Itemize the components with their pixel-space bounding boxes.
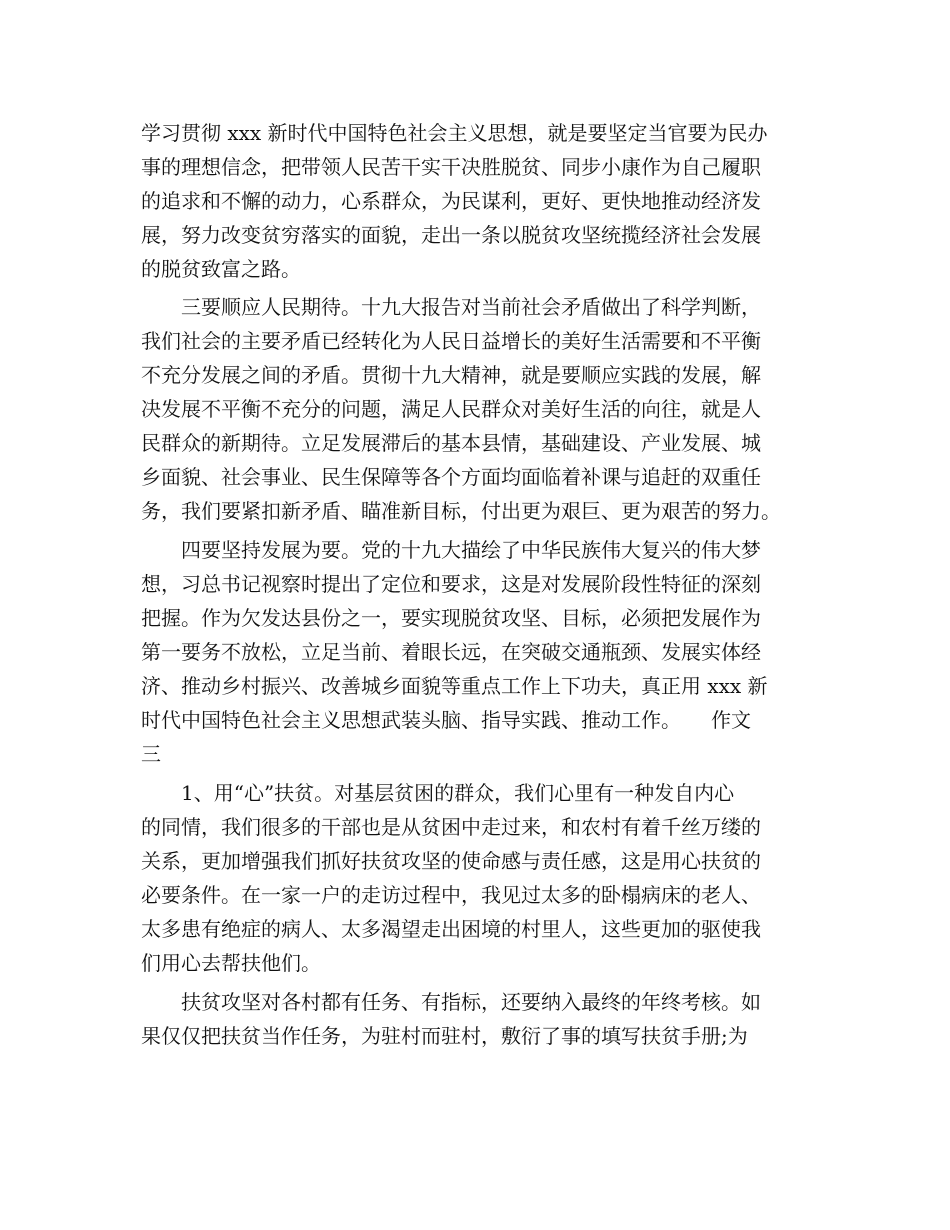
text-line: 的追求和不懈的动力，心系群众，为民谋利，更好、更快地推动经济发 [141, 189, 761, 213]
text-line: 想，习总书记视察时提出了定位和要求，这是对发展阶段性特征的深刻 [141, 572, 761, 596]
text-line: 第一要务不放松，立足当前、着眼长远，在突破交通瓶颈、发展实体经 [141, 640, 761, 664]
text-line: 必要条件。在一家一户的走访过程中，我见过太多的卧榻病床的老人、 [141, 883, 761, 907]
text-line: 扶贫攻坚对各村都有任务、有指标，还要纳入最终的年终考核。如 [181, 990, 761, 1014]
text-line: 不充分发展之间的矛盾。贯彻十九大精神，就是要顺应实践的发展，解 [141, 363, 761, 387]
text-line: 三 [141, 742, 161, 766]
text-line: 我们社会的主要矛盾已经转化为人民日益增长的美好生活需要和不平衡 [141, 329, 761, 353]
text-line: 的同情，我们很多的干部也是从贫困中走过来，和农村有着千丝万缕的 [141, 815, 761, 839]
text-line: 1、用“心”扶贫。对基层贫困的群众，我们心里有一种发自内心 [181, 781, 735, 805]
text-line: 太多患有绝症的病人、太多渴望走出困境的村里人，这些更加的驱使我 [141, 917, 761, 941]
text-line: 决发展不平衡不充分的问题，满足人民群众对美好生活的向往，就是人 [141, 397, 761, 421]
text-line: 济、推动乡村振兴、改善城乡面貌等重点工作上下功夫，真正用 xxx 新 [141, 674, 768, 698]
text-line: 学习贯彻 xxx 新时代中国特色社会主义思想，就是要坚定当官要为民办 [141, 121, 768, 145]
text-line: 的脱贫致富之路。 [141, 257, 301, 281]
text-line: 时代中国特色社会主义思想武装头脑、指导实践、推动工作。 作文 [141, 708, 751, 732]
text-line: 四要坚持发展为要。党的十九大描绘了中华民族伟大复兴的伟大梦 [181, 538, 761, 562]
text-line: 果仅仅把扶贫当作任务，为驻村而驻村，敷衍了事的填写扶贫手册;为 [141, 1024, 748, 1048]
text-line: 三要顺应人民期待。十九大报告对当前社会矛盾做出了科学判断， [181, 295, 761, 319]
text-line: 务，我们要紧扣新矛盾、瞄准新目标，付出更为艰巨、更为艰苦的努力。 [141, 499, 781, 523]
text-line: 事的理想信念，把带领人民苦干实干决胜脱贫、同步小康作为自己履职 [141, 155, 761, 179]
text-line: 民群众的新期待。立足发展滞后的基本县情，基础建设、产业发展、城 [141, 431, 761, 455]
text-line: 把握。作为欠发达县份之一，要实现脱贫攻坚、目标，必须把发展作为 [141, 606, 761, 630]
text-line: 关系，更加增强我们抓好扶贫攻坚的使命感与责任感，这是用心扶贫的 [141, 849, 761, 873]
text-line: 们用心去帮扶他们。 [141, 951, 321, 975]
text-line: 展，努力改变贫穷落实的面貌，走出一条以脱贫攻坚统揽经济社会发展 [141, 223, 761, 247]
text-line: 乡面貌、社会事业、民生保障等各个方面均面临着补课与追赶的双重任 [141, 465, 761, 489]
